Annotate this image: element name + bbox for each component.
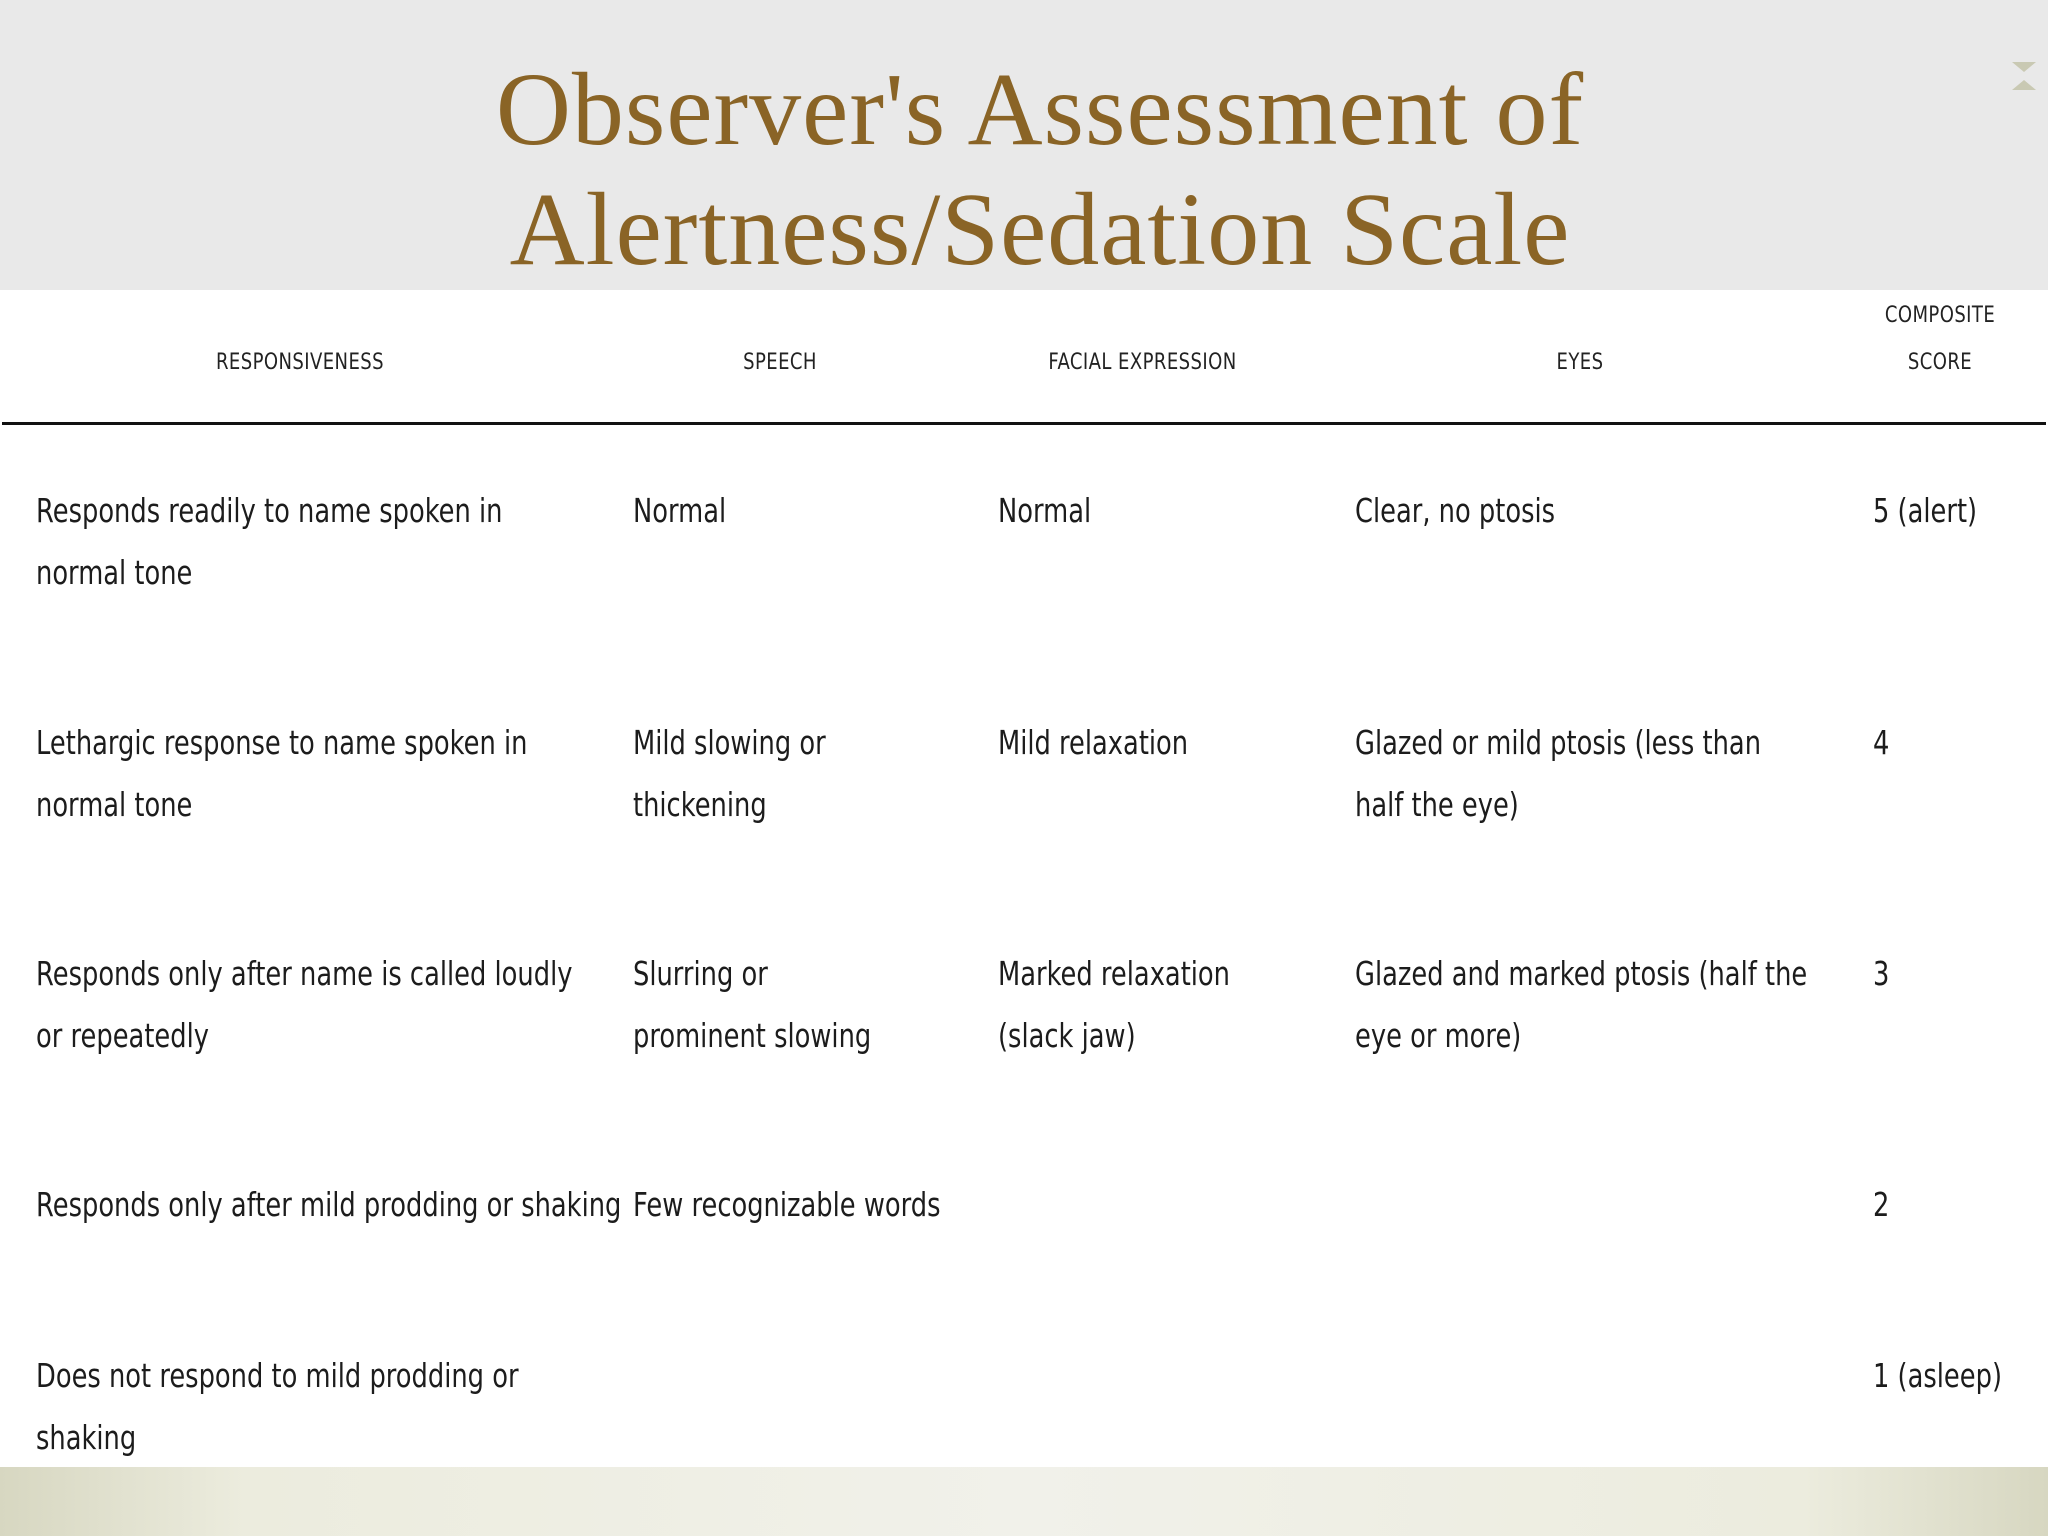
row-3-speech: Slurring or prominent slowing [633,954,872,1055]
header-eyes: EYES [1556,350,1604,375]
table-header-row [0,290,2048,425]
slide-title-line-2: Alertness/Sedation Scale [509,172,1571,287]
row-2-responsiveness: Lethargic response to name spoken in normal tone [36,723,528,824]
slide-title-line-1: Observer's Assessment of [495,52,1585,167]
header-composite-score-line-2: SCORE [1907,350,1973,375]
row-1-eyes: Clear, no ptosis [1355,491,1556,530]
row-1-speech: Normal [633,491,727,530]
header-composite-score-line-1: COMPOSITE [1884,303,1996,328]
bottom-decorative-band [0,1467,2048,1536]
header-facial-expression: FACIAL EXPRESSION [1048,350,1237,375]
row-2-speech: Mild slowing or thickening [633,723,826,824]
row-1-responsiveness: Responds readily to name spoken in normal tone [36,491,503,592]
row-4-score: 2 [1873,1185,1890,1224]
row-3-facial-expression: Marked relaxation (slack jaw) [998,954,1231,1055]
row-1-facial-expression: Normal [998,491,1092,530]
row-2-eyes: Glazed or mild ptosis (less than half the eye) [1355,723,1762,824]
header-rule [2,422,2046,425]
row-3-eyes: Glazed and marked ptosis (half the eye or more) [1355,954,1808,1055]
corner-ornament-icon [2012,62,2036,90]
row-2-score: 4 [1873,723,1890,762]
row-5-responsiveness: Does not respond to mild prodding or shaking [36,1356,519,1457]
row-4-responsiveness: Responds only after mild prodding or shaking [36,1185,622,1224]
row-2-facial-expression: Mild relaxation [998,723,1189,762]
row-3-responsiveness: Responds only after name is called loudly or repeatedly [36,954,573,1055]
header-responsiveness: RESPONSIVENESS [215,350,384,375]
slide-title [260,50,1820,290]
header-speech: SPEECH [743,350,817,375]
row-1-score: 5 (alert) [1873,491,1978,530]
row-4-speech: Few recognizable words [633,1185,941,1224]
row-5-score: 1 (asleep) [1873,1356,2002,1395]
oaa-s-table [0,290,2048,1467]
row-3-score: 3 [1873,954,1890,993]
